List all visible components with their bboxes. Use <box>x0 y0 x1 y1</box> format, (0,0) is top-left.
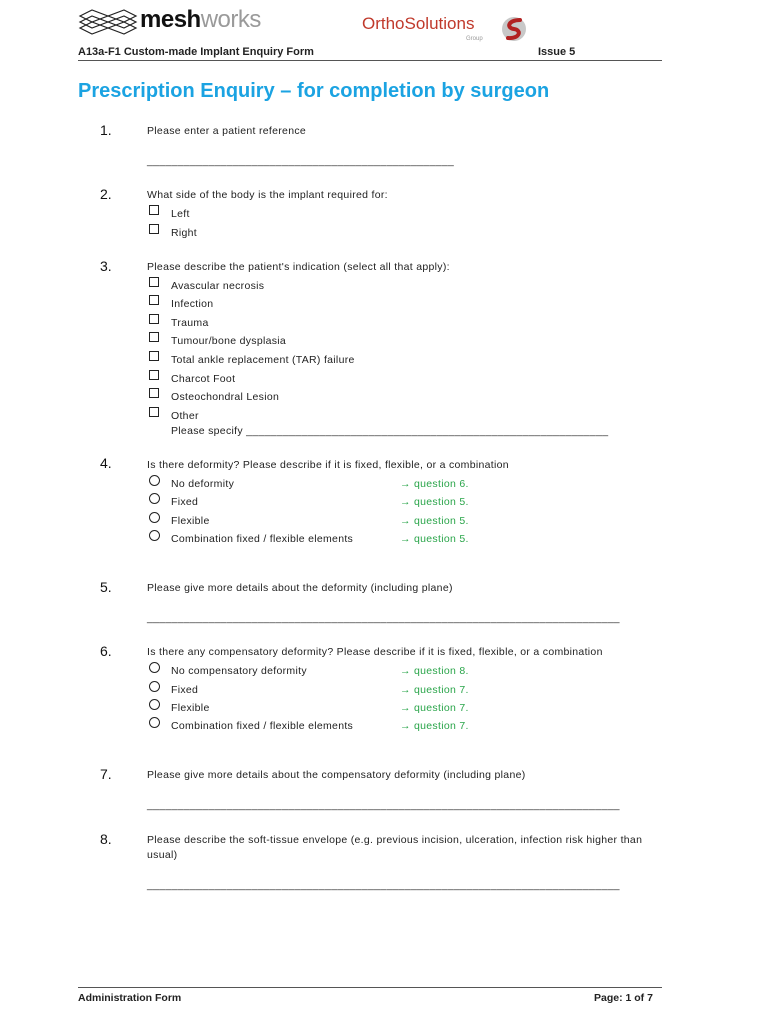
question-number: 8. <box>100 831 112 847</box>
radio-compensatory-flexible[interactable] <box>149 699 160 710</box>
meshworks-logo: meshworks <box>140 6 261 33</box>
checkbox-infection[interactable] <box>149 295 159 305</box>
checkbox-charcot-foot[interactable] <box>149 370 159 380</box>
meshworks-logo-icon <box>78 8 138 38</box>
question-number: 7. <box>100 766 112 782</box>
question-text: Please describe the patient's indication (select all that apply): <box>147 261 450 273</box>
goto-instruction: → question 5. <box>400 533 469 545</box>
deformity-details-field[interactable]: _____________________________________________________________________________ <box>147 612 620 624</box>
checkbox-osteochondral-lesion[interactable] <box>149 388 159 398</box>
question-text: What side of the body is the implant required for: <box>147 189 388 201</box>
question-number: 6. <box>100 643 112 659</box>
goto-instruction: → question 7. <box>400 720 469 732</box>
checkbox-tar-failure[interactable] <box>149 351 159 361</box>
option-label: Combination fixed / flexible elements <box>171 720 354 732</box>
question-text: Please enter a patient reference <box>147 125 307 137</box>
header-divider <box>78 60 662 61</box>
footer-divider <box>78 987 662 988</box>
radio-flexible[interactable] <box>149 512 160 523</box>
option-label: Left <box>171 208 190 220</box>
option-label: Avascular necrosis <box>171 280 265 292</box>
option-label: Fixed <box>171 496 199 508</box>
goto-instruction: → question 7. <box>400 702 469 714</box>
goto-instruction: → question 5. <box>400 496 469 508</box>
option-label: Osteochondral Lesion <box>171 391 280 403</box>
orthosolutions-logo: OrthoSolutions <box>362 14 475 33</box>
question-text: Please describe the soft-tissue envelope (e.g. previous incision, ulceration, infection risk higher than <box>147 834 643 846</box>
option-label: Total ankle replacement (TAR) failure <box>171 354 355 366</box>
option-label: Combination fixed / flexible elements <box>171 533 354 545</box>
option-label: Trauma <box>171 317 209 329</box>
question-number: 4. <box>100 455 112 471</box>
checkbox-other[interactable] <box>149 407 159 417</box>
goto-instruction: → question 6. <box>400 478 469 490</box>
question-text-continued: usual) <box>147 849 178 861</box>
radio-compensatory-fixed[interactable] <box>149 681 160 692</box>
radio-no-compensatory-deformity[interactable] <box>149 662 160 673</box>
footer-form-type: Administration Form <box>78 992 182 1004</box>
radio-combination[interactable] <box>149 530 160 541</box>
question-text: Is there deformity? Please describe if it is fixed, flexible, or a combination <box>147 459 509 471</box>
option-label: Fixed <box>171 684 199 696</box>
page-title: Prescription Enquiry – for completion by surgeon <box>78 80 550 102</box>
radio-fixed[interactable] <box>149 493 160 504</box>
checkbox-trauma[interactable] <box>149 314 159 324</box>
checkbox-tumour[interactable] <box>149 332 159 342</box>
option-label: Tumour/bone dysplasia <box>171 335 287 347</box>
option-label: No compensatory deformity <box>171 665 307 677</box>
option-label: Other <box>171 410 199 422</box>
radio-no-deformity[interactable] <box>149 475 160 486</box>
checkbox-avascular-necrosis[interactable] <box>149 277 159 287</box>
checkbox-left[interactable] <box>149 205 159 215</box>
option-label: Infection <box>171 298 214 310</box>
question-number: 3. <box>100 258 112 274</box>
question-number: 1. <box>100 122 112 138</box>
orthosolutions-emblem-icon <box>500 14 528 44</box>
compensatory-details-field[interactable]: _____________________________________________________________________________ <box>147 799 620 811</box>
patient-reference-field[interactable]: __________________________________________________ <box>147 155 454 167</box>
goto-instruction: → question 7. <box>400 684 469 696</box>
other-specify-field[interactable]: Please specify ___________________________________________________________ <box>171 425 609 437</box>
question-text: Please give more details about the deformity (including plane) <box>147 582 453 594</box>
question-number: 2. <box>100 186 112 202</box>
orthosolutions-subtitle: Group <box>466 36 483 42</box>
checkbox-right[interactable] <box>149 224 159 234</box>
option-label: Charcot Foot <box>171 373 236 385</box>
form-code: A13a-F1 Custom-made Implant Enquiry Form <box>78 46 314 58</box>
question-text: Please give more details about the compensatory deformity (including plane) <box>147 769 526 781</box>
option-label: Right <box>171 227 198 239</box>
page-number: Page: 1 of 7 <box>594 992 653 1004</box>
option-label: No deformity <box>171 478 235 490</box>
question-text: Is there any compensatory deformity? Please describe if it is fixed, flexible, or a combination <box>147 646 603 658</box>
option-label: Flexible <box>171 702 210 714</box>
soft-tissue-field[interactable]: _____________________________________________________________________________ <box>147 879 620 891</box>
radio-compensatory-combination[interactable] <box>149 717 160 728</box>
option-label: Flexible <box>171 515 210 527</box>
goto-instruction: → question 8. <box>400 665 469 677</box>
goto-instruction: → question 5. <box>400 515 469 527</box>
question-number: 5. <box>100 579 112 595</box>
issue-number: Issue 5 <box>538 46 576 58</box>
